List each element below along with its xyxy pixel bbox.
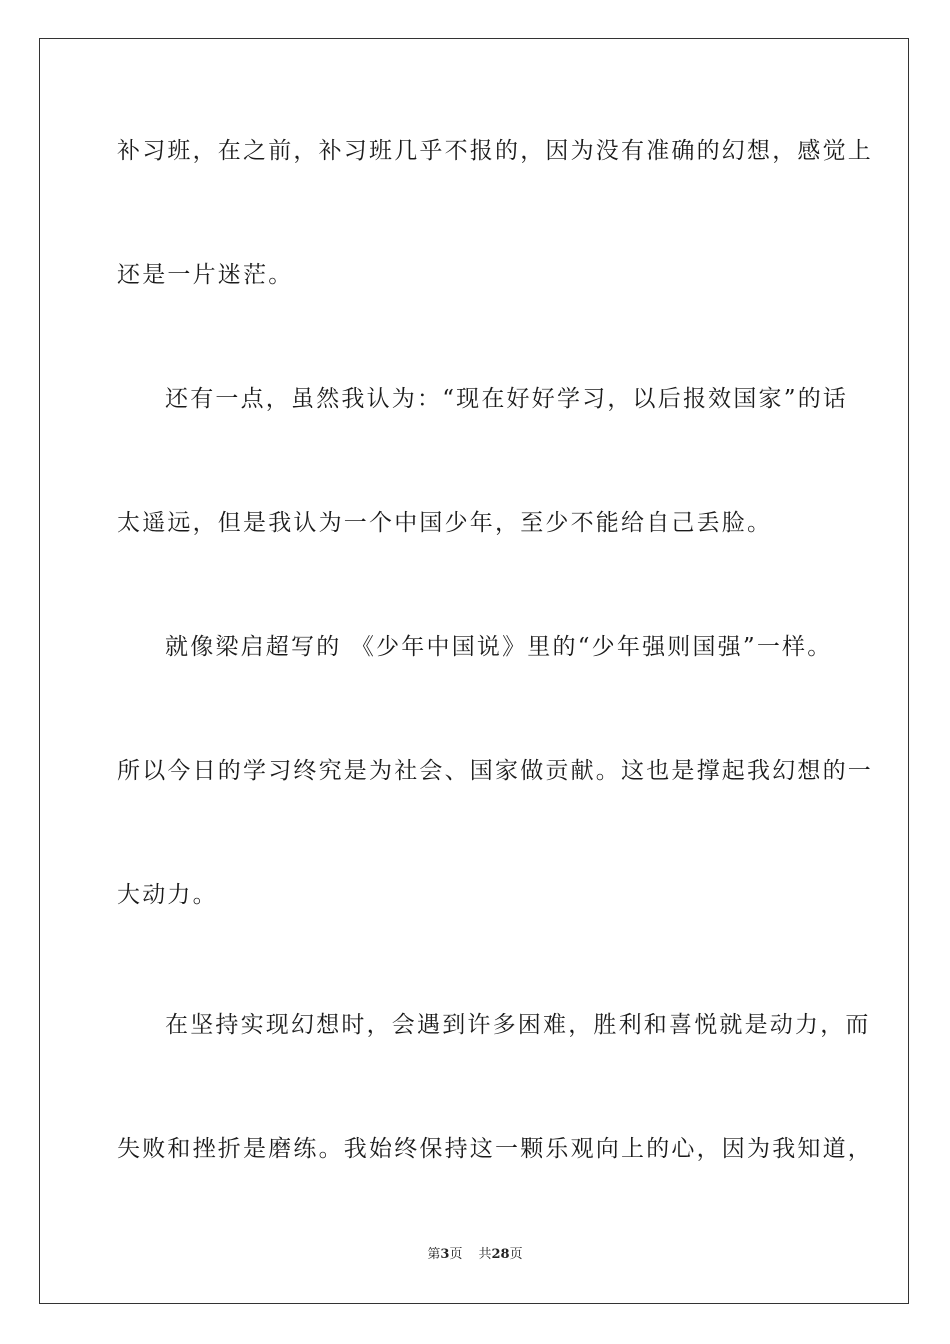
page-footer [0, 1246, 950, 1264]
text-line-3: 还有一点，虽然我认为：“现在好好学习，以后报效国家”的话 [165, 386, 849, 412]
text-line-4: 太遥远，但是我认为一个中国少年，至少不能给自己丢脸。 [117, 510, 773, 536]
total-suffix: 页 [509, 1247, 523, 1262]
text-line-1: 补习班，在之前，补习班几乎不报的，因为没有准确的幻想，感觉上 [117, 138, 873, 164]
page-suffix: 页 [449, 1247, 463, 1262]
text-line-8: 在坚持实现幻想时，会遇到许多困难，胜利和喜悦就是动力，而 [165, 1012, 871, 1038]
text-line-2: 还是一片迷茫。 [117, 262, 294, 288]
page-number: 3 [440, 1247, 450, 1262]
total-pages: 28 [491, 1247, 510, 1262]
page-prefix: 第 [427, 1247, 441, 1262]
text-line-7: 大动力。 [117, 882, 218, 908]
text-line-5: 就像梁启超写的 《少年中国说》里的“少年强则国强”一样。 [165, 634, 833, 660]
text-line-9: 失败和挫折是磨练。我始终保持这一颗乐观向上的心，因为我知道， [117, 1136, 873, 1162]
text-line-6: 所以今日的学习终究是为社会、国家做贡献。这也是撑起我幻想的一 [117, 758, 873, 784]
page-frame [39, 38, 909, 1304]
total-prefix: 共 [478, 1247, 492, 1262]
